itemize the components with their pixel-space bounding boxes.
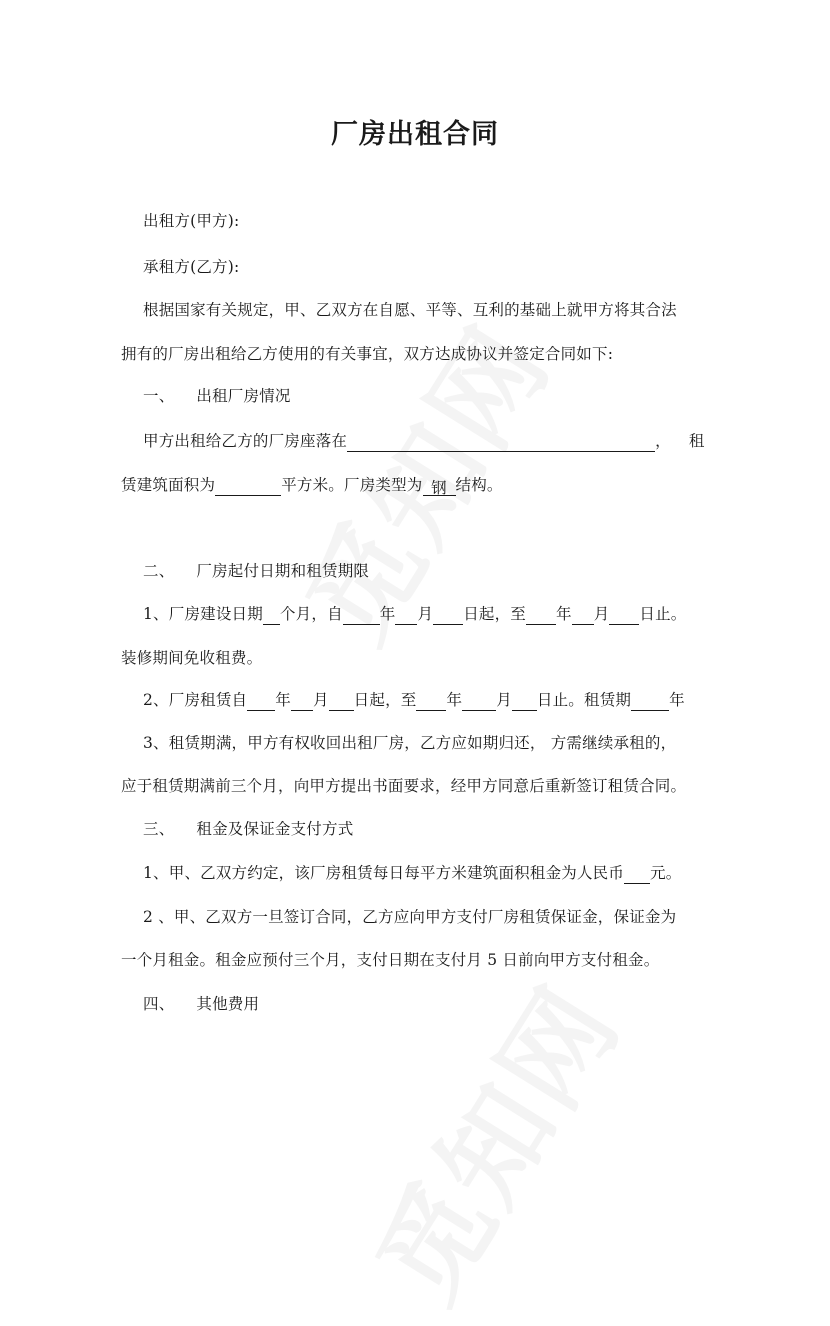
section-heading-3: 三、 租金及保证金支付方式 bbox=[143, 820, 354, 838]
page-title: 厂房出租合同 bbox=[331, 119, 499, 150]
deposit-line-1: 2 、甲、乙双方一旦签订合同，乙方应向甲方支付厂房租赁保证金，保证金为 bbox=[143, 908, 677, 926]
location-line: 甲方出租给乙方的厂房座落在 ， 租 bbox=[143, 432, 705, 450]
lessor-line: 出租方(甲方): bbox=[143, 212, 240, 230]
section-heading-1: 一、 出租厂房情况 bbox=[143, 387, 291, 405]
lease-term-line: 2、厂房租赁自 年 月 日起，至 年 月 日止。租赁期 年 bbox=[143, 691, 685, 709]
construction-period-line: 1、厂房建设日期 个月，自 年 月 日起，至 年 月 日止。 bbox=[143, 605, 687, 623]
section-heading-4: 四、 其他费用 bbox=[143, 995, 260, 1013]
deposit-line-2: 一个月租金。租金应预付三个月，支付日期在支付月 5 日前向甲方支付租金。 bbox=[121, 951, 660, 969]
area-line: 赁建筑面积为 平方米。厂房类型为 钢 结构。 bbox=[121, 476, 503, 497]
renewal-line-2: 应于租赁期满前三个月，向甲方提出书面要求，经甲方同意后重新签订租赁合同。 bbox=[121, 777, 687, 795]
lessee-line: 承租方(乙方): bbox=[143, 258, 240, 276]
section-heading-2: 二、 厂房起付日期和租赁期限 bbox=[143, 562, 370, 580]
preamble-line-1: 根据国家有关规定，甲、乙双方在自愿、平等、互利的基础上就甲方将其合法 bbox=[143, 301, 677, 319]
renewal-line-1: 3、租赁期满，甲方有权收回出租厂房，乙方应如期归还， 方需继续承租的， bbox=[143, 734, 677, 752]
renovation-line: 装修期间免收租费。 bbox=[121, 649, 263, 667]
preamble-line-2: 拥有的厂房出租给乙方使用的有关事宜，双方达成协议并签定合同如下: bbox=[121, 345, 614, 363]
rent-rate-line: 1、甲、乙双方约定，该厂房租赁每日每平方米建筑面积租金为人民币 元。 bbox=[143, 864, 682, 882]
